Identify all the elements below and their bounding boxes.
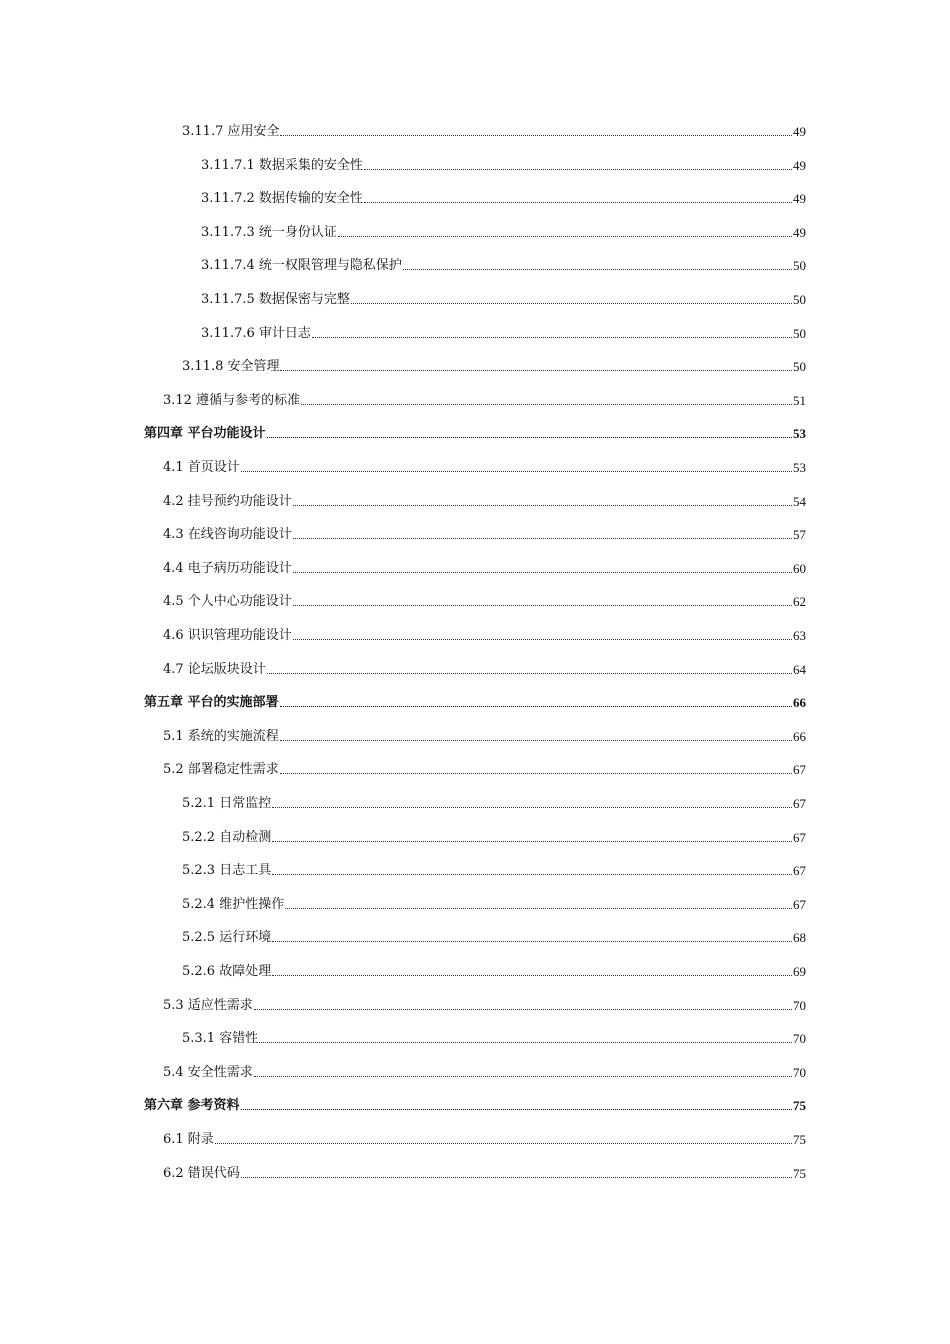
toc-entry-label: 5.3.1 容错性 <box>182 1031 259 1047</box>
toc-entry-label: 5.2.4 维护性操作 <box>182 896 285 912</box>
toc-entry-label: 5.2.2 自动检测 <box>182 829 272 845</box>
toc-leader-dots <box>364 168 792 170</box>
toc-entry-label: 3.11.7.6 审计日志 <box>201 325 311 341</box>
toc-entry[interactable] <box>163 1063 806 1083</box>
toc-leader-dots <box>215 1142 792 1144</box>
toc-page-number: 70 <box>793 997 806 1013</box>
toc-leader-dots <box>338 235 792 237</box>
toc-leader-dots <box>280 705 792 707</box>
toc-leader-dots <box>403 268 792 270</box>
toc-page-number: 50 <box>793 292 806 307</box>
toc-leader-dots <box>293 537 792 539</box>
toc-entry-label: 4.3 在线咨询功能设计 <box>163 527 292 543</box>
toc-entry-label: 5.2.5 运行环境 <box>182 930 272 946</box>
toc-entry[interactable] <box>163 458 806 478</box>
toc-page-number: 49 <box>793 157 806 173</box>
toc-leader-dots <box>254 1008 792 1010</box>
toc-page-number: 63 <box>793 628 806 643</box>
toc-leader-dots <box>285 907 792 909</box>
toc-page-number: 69 <box>793 964 806 979</box>
toc-leader-dots <box>293 604 792 606</box>
toc-entry-label: 3.11.7.1 数据采集的安全性 <box>201 157 363 173</box>
toc-entry[interactable] <box>182 828 806 848</box>
toc-page-number: 67 <box>793 829 806 845</box>
toc-page-number: 67 <box>793 762 806 778</box>
toc-entry-label: 5.3 适应性需求 <box>163 997 253 1013</box>
toc-page-number: 75 <box>793 1132 806 1147</box>
toc-entry[interactable] <box>201 290 806 310</box>
toc-leader-dots <box>280 134 792 136</box>
toc-entry[interactable] <box>163 492 806 512</box>
toc-entry[interactable] <box>163 660 806 680</box>
toc-entry-label: 5.2.3 日志工具 <box>182 863 272 879</box>
toc-entry-label: 3.11.7 应用安全 <box>182 124 280 139</box>
toc-entry[interactable] <box>163 760 806 780</box>
toc-chapter-entry[interactable] <box>144 1096 806 1116</box>
toc-page-number: 57 <box>793 527 806 543</box>
toc-leader-dots <box>280 369 792 371</box>
toc-leader-dots <box>280 772 792 774</box>
toc-page-number: 75 <box>793 1165 806 1181</box>
toc-leader-dots <box>293 504 792 506</box>
toc-entry[interactable] <box>182 122 806 142</box>
toc-leader-dots <box>241 1176 792 1178</box>
toc-entry[interactable] <box>163 525 806 545</box>
toc-entry[interactable] <box>163 1164 806 1184</box>
toc-leader-dots <box>364 201 792 203</box>
toc-entry-label: 4.4 电子病历功能设计 <box>163 560 292 576</box>
toc-entry[interactable] <box>182 1029 806 1049</box>
toc-entry-label: 4.7 论坛版块设计 <box>163 661 266 677</box>
toc-entry[interactable] <box>201 256 806 276</box>
toc-page-number: 50 <box>793 258 806 274</box>
toc-page-number: 49 <box>793 191 806 207</box>
toc-page-number: 70 <box>793 1031 806 1047</box>
toc-entry-label: 4.5 个人中心功能设计 <box>163 594 292 610</box>
toc-leader-dots <box>259 1041 792 1043</box>
toc-page-number: 53 <box>793 426 806 442</box>
toc-entry[interactable] <box>201 324 806 344</box>
toc-entry[interactable] <box>182 928 806 948</box>
toc-page-number: 50 <box>793 325 806 341</box>
toc-entry[interactable] <box>201 189 806 209</box>
toc-page-number: 49 <box>793 224 806 240</box>
toc-entry-label: 5.1 系统的实施流程 <box>163 728 279 744</box>
toc-entry-label: 3.11.7.3 统一身份认证 <box>201 224 337 240</box>
toc-entry[interactable] <box>182 962 806 982</box>
toc-leader-dots <box>241 470 792 472</box>
toc-leader-dots <box>272 940 792 942</box>
toc-entry-label: 3.11.8 安全管理 <box>182 359 280 375</box>
toc-page-number: 70 <box>793 1064 806 1080</box>
toc-page-number: 64 <box>793 661 806 677</box>
toc-entry[interactable] <box>163 1130 806 1150</box>
toc-page-number: 68 <box>793 930 806 946</box>
toc-entry[interactable] <box>201 156 806 176</box>
toc-page-number: 51 <box>793 392 806 408</box>
toc-page-number: 75 <box>793 1098 806 1114</box>
toc-entry-label: 4.1 首页设计 <box>163 460 240 475</box>
toc-entry-label: 5.2.6 故障处理 <box>182 964 272 979</box>
toc-leader-dots <box>272 974 792 976</box>
toc-chapter-entry[interactable] <box>144 424 806 444</box>
toc-entry-label: 5.4 安全性需求 <box>163 1064 253 1080</box>
toc-page-number: 60 <box>793 560 806 576</box>
toc-entry[interactable] <box>163 559 806 579</box>
toc-leader-dots <box>301 403 792 405</box>
toc-leader-dots <box>267 436 792 438</box>
toc-entry-label: 6.1 附录 <box>163 1132 214 1147</box>
toc-page-number: 62 <box>793 594 806 610</box>
toc-leader-dots <box>351 302 792 304</box>
toc-page-number: 67 <box>793 896 806 912</box>
toc-entry[interactable] <box>182 357 806 377</box>
toc-leader-dots <box>267 672 792 674</box>
toc-entry-label: 5.2 部署稳定性需求 <box>163 762 279 778</box>
toc-page-number: 67 <box>793 796 806 811</box>
toc-entry[interactable] <box>182 861 806 881</box>
toc-entry-label: 第六章 参考资料 <box>144 1098 240 1114</box>
toc-entry[interactable] <box>163 592 806 612</box>
toc-page-number: 66 <box>793 695 806 711</box>
toc-page-number: 66 <box>793 728 806 744</box>
toc-entry-label: 3.11.7.2 数据传输的安全性 <box>201 191 363 207</box>
toc-entry-label: 4.2 挂号预约功能设计 <box>163 493 292 509</box>
toc-entry-label: 3.12 遵循与参考的标准 <box>163 392 301 408</box>
toc-leader-dots <box>272 840 792 842</box>
toc-page-number: 54 <box>793 493 806 509</box>
toc-entry[interactable] <box>163 996 806 1016</box>
toc-leader-dots <box>280 739 792 741</box>
toc-page-number: 50 <box>793 359 806 375</box>
toc-chapter-entry[interactable] <box>144 693 806 713</box>
toc-entry[interactable] <box>182 794 806 814</box>
toc-entry-label: 3.11.7.4 统一权限管理与隐私保护 <box>201 258 402 274</box>
toc-entry[interactable] <box>163 626 806 646</box>
toc-entry-label: 3.11.7.5 数据保密与完整 <box>201 292 350 307</box>
toc-leader-dots <box>293 638 792 640</box>
toc-entry-label: 5.2.1 日常监控 <box>182 796 272 811</box>
toc-entry[interactable] <box>182 895 806 915</box>
toc-entry[interactable] <box>163 391 806 411</box>
toc-page-number: 53 <box>793 460 806 475</box>
toc-entry-label: 第四章 平台功能设计 <box>144 426 266 442</box>
toc-leader-dots <box>272 806 792 808</box>
toc-page-number: 67 <box>793 863 806 879</box>
toc-entry-label: 第五章 平台的实施部署 <box>144 695 279 711</box>
toc-entry[interactable] <box>201 223 806 243</box>
toc-entry[interactable] <box>163 727 806 747</box>
toc-leader-dots <box>272 873 792 875</box>
toc-leader-dots <box>293 571 792 573</box>
toc-leader-dots <box>254 1075 792 1077</box>
toc-leader-dots <box>241 1108 792 1110</box>
toc-page-number: 49 <box>793 124 806 139</box>
toc-leader-dots <box>312 336 792 338</box>
toc-entry-label: 6.2 错误代码 <box>163 1165 240 1181</box>
toc-entry-label: 4.6 识识管理功能设计 <box>163 628 292 643</box>
